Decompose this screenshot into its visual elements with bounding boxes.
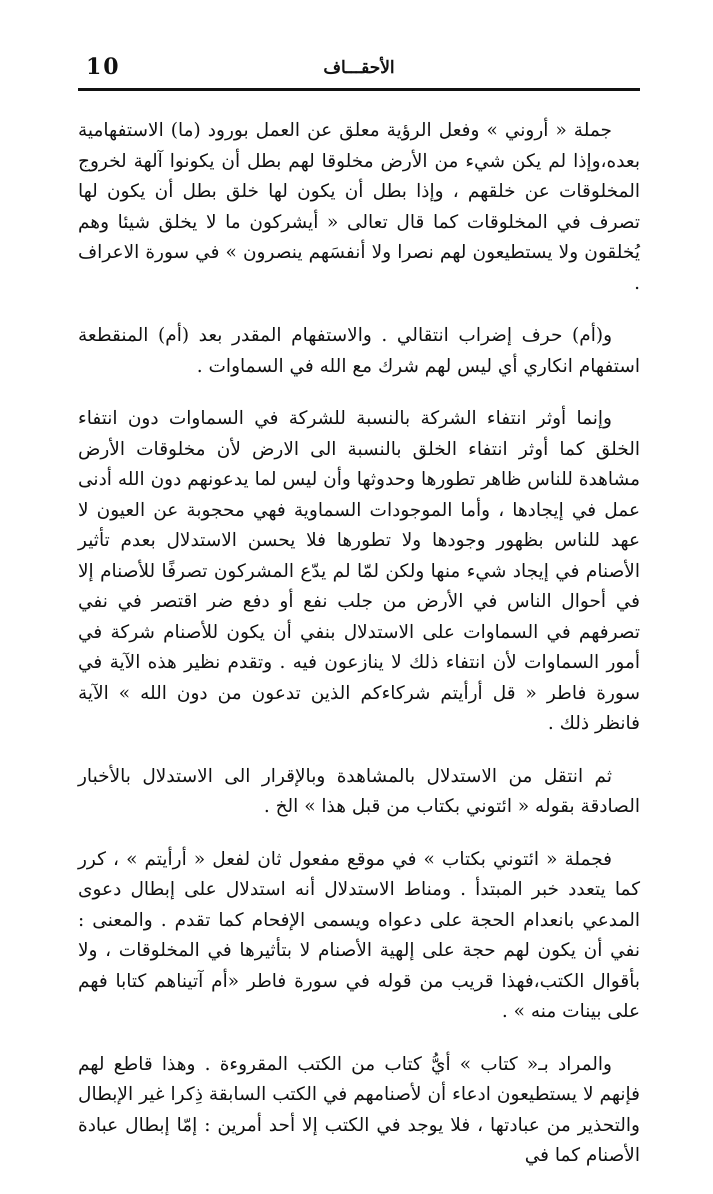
body-text: [78, 116, 640, 1194]
page-number: 10: [86, 54, 121, 80]
paragraph-4: ثم انتقل من الاستدلال بالمشاهدة وبالإقرار الى الاستدلال بالأخبار الصادقة بقوله « ائتوني بكتاب من قبل هذا » الخ .: [78, 765, 640, 817]
running-title: الأحقـــاف: [323, 58, 395, 78]
paragraph-1: جملة « أروني » وفعل الرؤية معلق عن العمل بورود (ما) الاستفهامية بعده،وإذا لم يكن شيء من الأرض مخلوقا لهم بطل أن يكونوا آلهة لخروج المخلوقات عن خلقهم ، وإذا بطل أن يكون لها خلق بطل أن يكون لها تصرف في المخلوقات كما قال تعالى « أيشركون ما لا يخلق شيئا وهم يُخلقون ولا يستطيعون لهم نصرا ولا أنفسَهم ينصرون » في سورة الاعراف .: [78, 120, 640, 294]
page-header: [78, 52, 640, 91]
paragraph-5: فجملة « ائتوني بكتاب » في موقع مفعول ثان لفعل « أرأيتم » ، كرر كما يتعدد خبر المبتدأ . ومناط الاستدلال أنه استدلال على إبطال دعوى المدعي بانعدام الحجة على دعواه ويسمى الإفحام كما تقدم . والمعنى : نفي أن يكون لهم حجة على إلهية الأصنام لا بتأثيرها في المخلوقات ، ولا بأقوال الكتب،فهذا قريب من قوله في سورة فاطر «أم آتيناهم كتابا فهم على بينات منه » .: [78, 848, 640, 1022]
paragraph-2: و(أم) حرف إضراب انتقالي . والاستفهام المقدر بعد (أم) المنقطعة استفهام انكاري أي ليس لهم شرك مع الله في السماوات .: [78, 325, 640, 377]
paragraph-6: والمراد بـ« كتاب » أيُّ كتاب من الكتب المقروءة . وهذا قاطع لهم فإنهم لا يستطيعون ادعاء أن لأصنامهم في الكتب السابقة ذِكرا غير الإبطال والتحذير من عبادتها ، فلا يوجد في الكتب إلا أحد أمرين : إمّا إبطال عبادة الأصنام كما في: [78, 1053, 640, 1166]
paragraph-3: وإنما أوثر انتفاء الشركة بالنسبة للشركة في السماوات دون انتفاء الخلق كما أوثر انتفاء الخلق بالنسبة الى الارض لأن مخلوقات الأرض مشاهدة للناس ظاهر تطورها وحدوثها وأن ليس لما يدعونهم دون الله أدنى عمل في إيجادها ، وأما الموجودات السماوية فهي محجوبة عن العيون لا عهد للناس بظهور وجودها ولا تطورها فلا يحسن الاستدلال بعدم تأثير الأصنام في إيجاد شيء منها ولكن لمّا لم يدّع المشركون تصرفًا للأصنام إلا في أحوال الناس في الأرض من جلب نفع أو دفع ضر اقتصر في نفي تصرفهم في السماوات على الاستدلال بنفي أن يكون للأصنام شركة في أمور السماوات لأن انتفاء ذلك لا ينازعون فيه . وتقدم نظير هذه الآية في سورة فاطر « قل أرأيتم شركاءكم الذين تدعون من دون الله » الآية فانظر ذلك .: [78, 408, 640, 734]
